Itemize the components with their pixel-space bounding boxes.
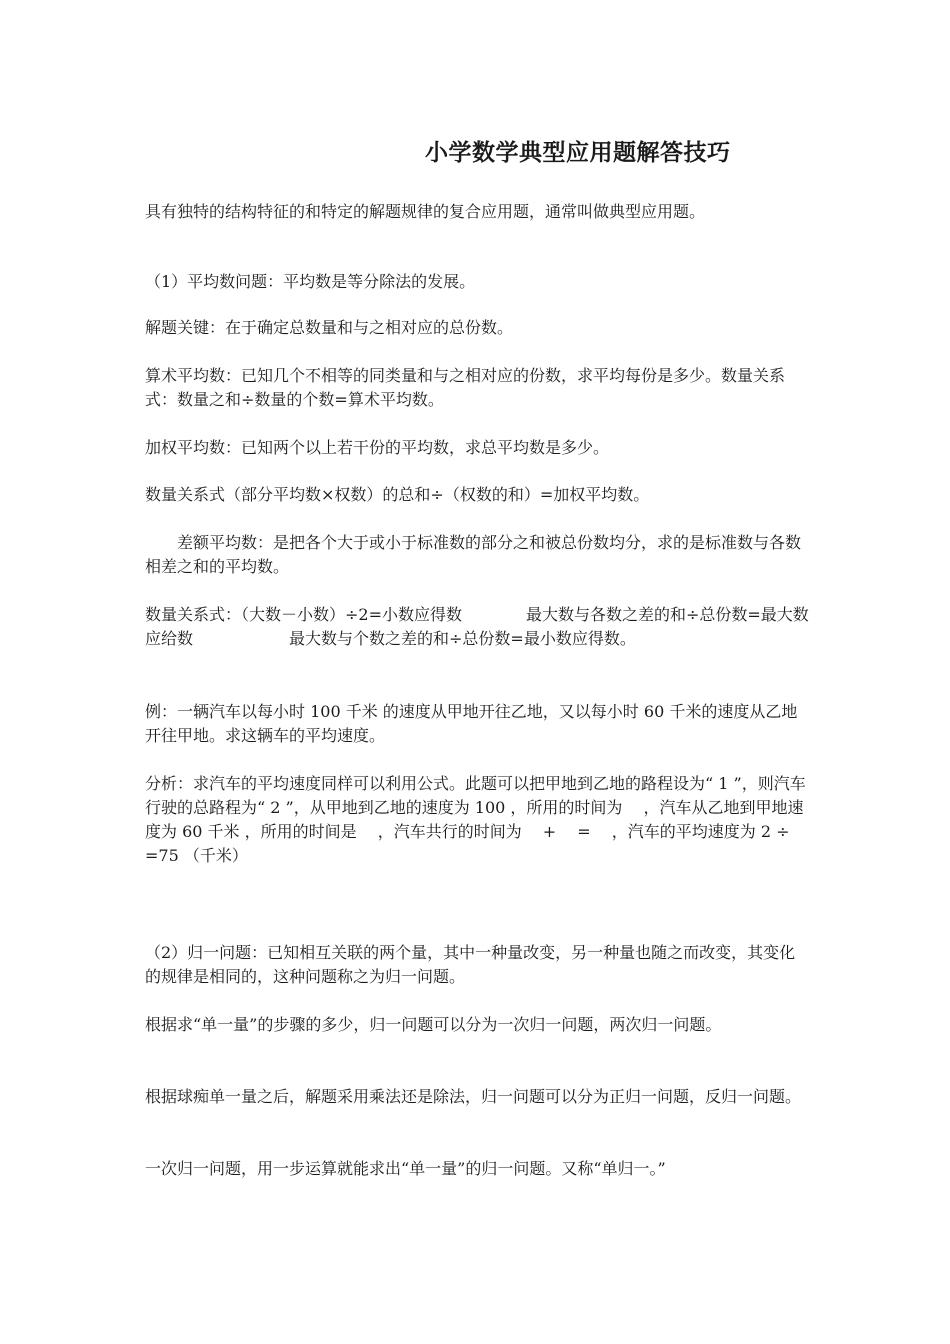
paragraph: 差额平均数：是把各个大于或小于标准数的部分之和被总份数均分，求的是标准数与各数相差之和的平均数。 [145,533,802,576]
section-1-heading: （1）平均数问题：平均数是等分除法的发展。 [145,272,476,291]
intro-paragraph: 具有独特的结构特征的和特定的解题规律的复合应用题，通常叫做典型应用题。 [145,202,706,221]
paragraph: 数量关系式：（大数－小数）÷2=小数应得数 最大数与各数之差的和÷总份数=最大数应给数 最大数与个数之差的和÷总份数=最小数应得数。 [145,605,809,648]
paragraph: 解题关键：在于确定总数量和与之相对应的总份数。 [145,318,514,337]
example-paragraph: 例：一辆汽车以每小时 100 千米 的速度从甲地开往乙地，又以每小时 60 千米的速度从乙地开往甲地。求这辆车的平均速度。 [145,702,798,745]
paragraph: 一次归一问题，用一步运算就能求出“单一量”的归一问题。又称“单归一。” [145,1159,666,1178]
document-title: 小学数学典型应用题解答技巧 [425,139,731,166]
paragraph: 根据求“单一量”的步骤的多少，归一问题可以分为一次归一问题，两次归一问题。 [145,1015,722,1034]
paragraph: 加权平均数：已知两个以上若干份的平均数，求总平均数是多少。 [145,438,610,457]
analysis-paragraph: 分析：求汽车的平均速度同样可以利用公式。此题可以把甲地到乙地的路程设为“ 1 ”，则汽车行驶的总路程为“ 2 ”，从甲地到乙地的速度为 100 ，所用的时间为 ，汽车从乙地到甲地速度为 60 千米 ，所用的时间是 ，汽车共行的时间为 + = ，汽车的平均速度为 2 ÷ =75 （千米） [145,774,811,865]
paragraph: 根据球痴单一量之后，解题采用乘法还是除法，归一问题可以分为正归一问题，反归一问题。 [145,1087,802,1106]
paragraph: 算术平均数：已知几个不相等的同类量和与之相对应的份数，求平均每份是多少。数量关系式：数量之和÷数量的个数=算术平均数。 [145,366,786,409]
section-2-heading: （2）归一问题：已知相互关联的两个量，其中一种量改变，另一种量也随之而改变，其变化的规律是相同的，这种问题称之为归一问题。 [145,943,796,986]
paragraph: 数量关系式（部分平均数×权数）的总和÷（权数的和）=加权平均数。 [145,485,650,504]
